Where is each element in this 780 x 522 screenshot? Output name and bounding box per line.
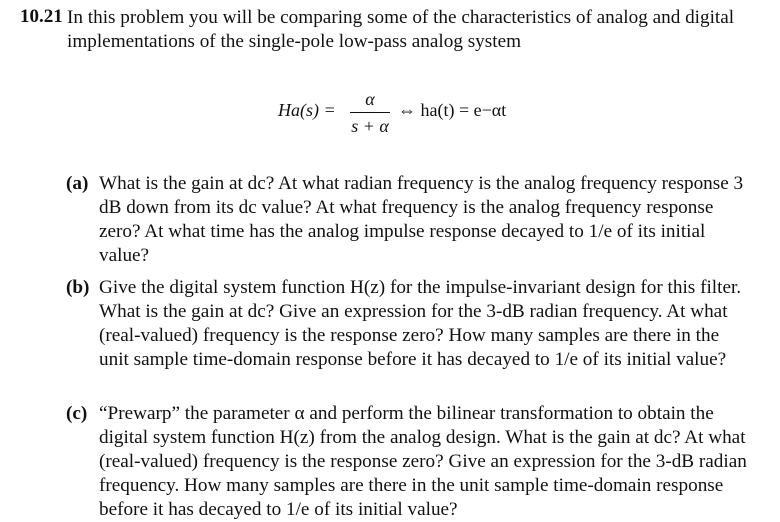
part-a-text: What is the gain at dc? At what radian frequency is the analog frequency response 3 dB down from its dc value? At what frequency is the analog frequency response zero? At what time has the analog impulse response decayed to 1/e of its initial value? <box>99 173 744 266</box>
formula-lhs: Ha(s) = <box>278 100 336 120</box>
part-c-label: (c) <box>66 403 88 424</box>
formula-numerator: α <box>365 89 375 109</box>
part-b-text: Give the digital system function H(z) for the impulse-invariant design for this filter. What is the gain at dc? Give an expression for the 3-dB radian frequency. At what (real-valued) frequency is the response zero? How many samples are there in the unit sample time-domain response before it has decayed to 1/e of its initial value? <box>99 277 742 370</box>
formula-rhs: ⇔ ha(t) = e−αt <box>398 100 507 120</box>
problem-number: 10.21 <box>20 6 63 27</box>
fraction-bar <box>350 112 390 113</box>
part-b-label: (b) <box>66 277 90 298</box>
problem-intro: In this problem you will be comparing some of the characteristics of analog and digital implementations of the single-pole low-pass analog system <box>67 7 735 52</box>
formula-fraction <box>348 88 392 137</box>
transfer-function-formula <box>276 86 576 146</box>
formula-denominator: s + α <box>351 116 389 136</box>
part-c-text: “Prewarp” the parameter α and perform the bilinear transformation to obtain the digital system function H(z) from the analog design. What is the gain at dc? At what (real-valued) frequency is the response zero? Give an expression for the 3-dB radian frequency. How many samples are there in the unit sample time-domain response before it has decayed to 1/e of its initial value? <box>99 403 747 520</box>
part-a-label: (a) <box>66 173 89 194</box>
